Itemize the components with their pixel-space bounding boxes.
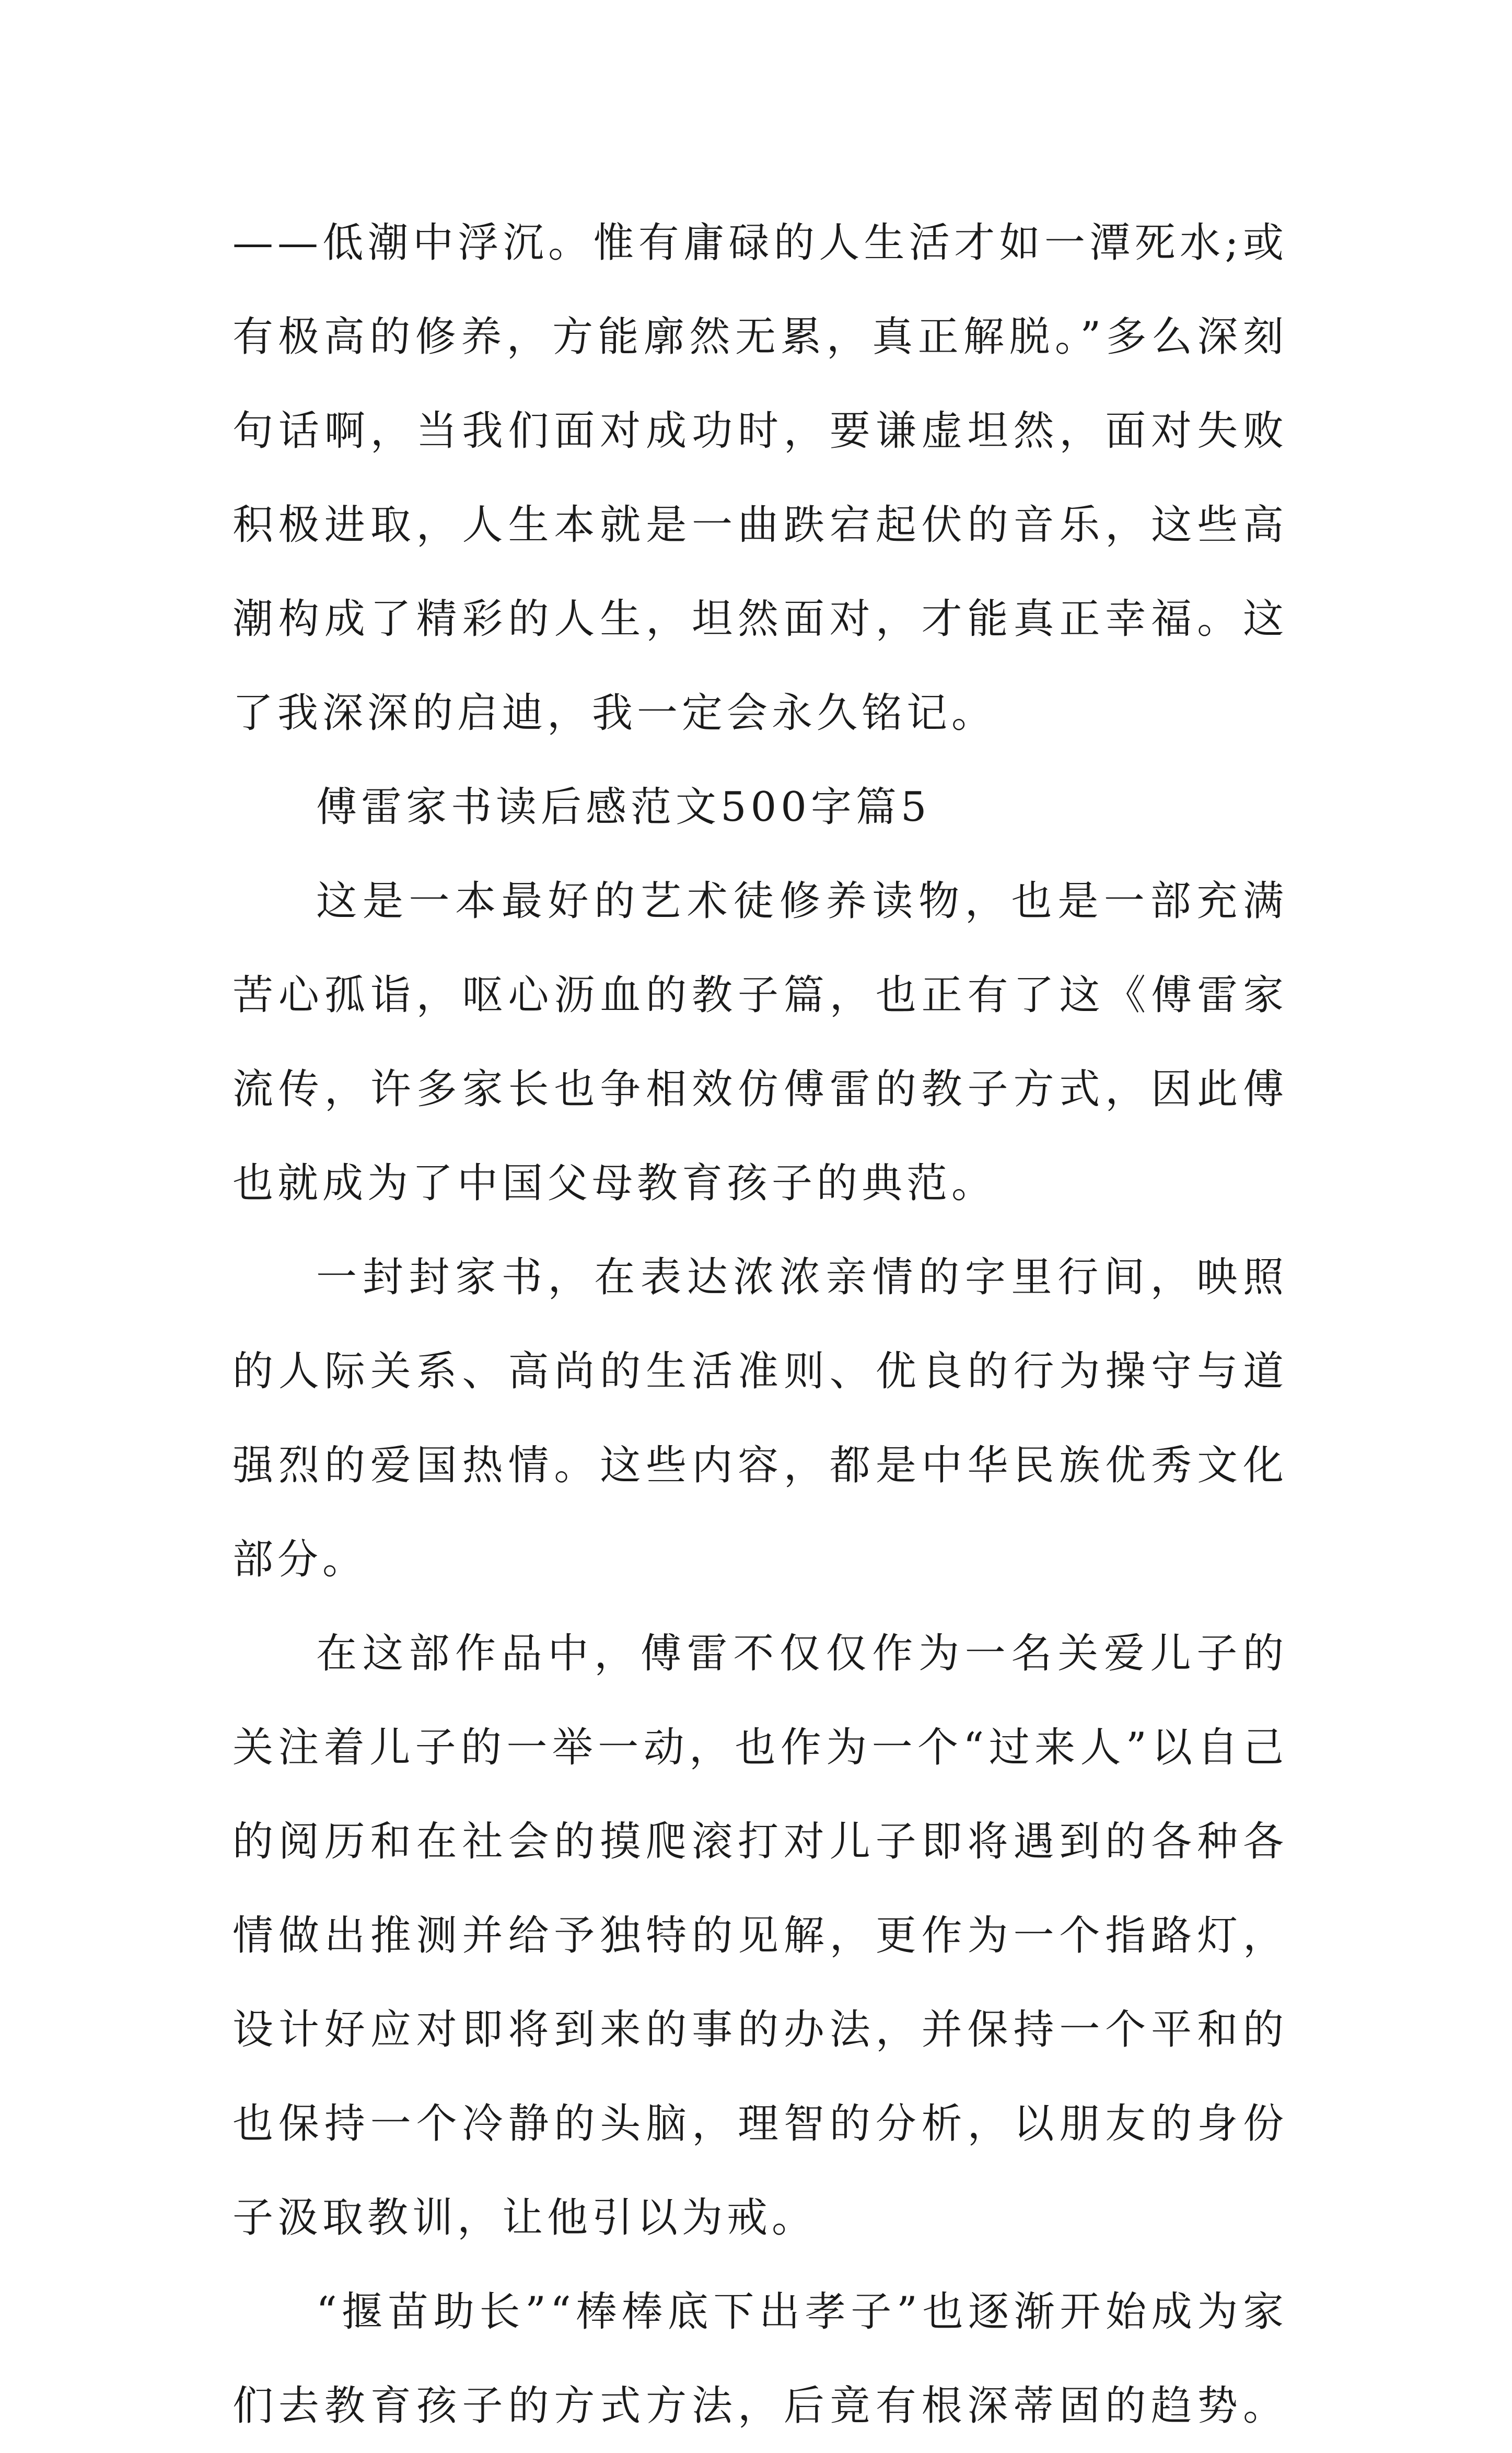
text-line: 关注着儿子的一举一动，也作为一个“过来人”以自己 [232, 1724, 1288, 1771]
text-line: 也保持一个冷静的头脑，理智的分析，以朋友的身份 [232, 2100, 1288, 2147]
text-line: 设计好应对即将到来的事的办法，并保持一个平和的 [232, 2006, 1288, 2053]
text-line: 了我深深的启迪，我一定会永久铭记。 [232, 690, 997, 737]
text-line: 子汲取教训，让他引以为戒。 [232, 2194, 817, 2241]
text-line: 这是一本最好的艺术徒修养读物，也是一部充满 [316, 878, 1288, 925]
text-line: 流传，许多家长也争相效仿傅雷的教子方式，因此傅 [232, 1066, 1288, 1113]
text-line: 积极进取，人生本就是一曲跌宕起伏的音乐，这些高 [232, 502, 1288, 549]
document-body [232, 196, 1288, 2453]
section-heading: 傅雷家书读后感范文500字篇5 [316, 784, 931, 831]
text-line: 苦心孤诣，呕心沥血的教子篇，也正有了这《傅雷家 [232, 972, 1288, 1019]
text-line: 强烈的爱国热情。这些内容，都是中华民族优秀文化 [232, 1442, 1288, 1489]
text-line: 潮构成了精彩的人生，坦然面对，才能真正幸福。这 [232, 596, 1288, 643]
text-line: 部分。 [232, 1536, 368, 1583]
text-line: 的人际关系、高尚的生活准则、优良的行为操守与道 [232, 1348, 1288, 1395]
text-line: 句话啊，当我们面对成功时，要谦虚坦然，面对失败 [232, 408, 1288, 455]
text-line: 们去教育孩子的方式方法，后竟有根深蒂固的趋势。 [232, 2382, 1288, 2429]
text-line: 的阅历和在社会的摸爬滚打对儿子即将遇到的各种各 [232, 1818, 1288, 1865]
text-line: ——低潮中浮沉。惟有庸碌的人生活才如一潭死水;或 [232, 219, 1288, 266]
text-line: 一封封家书，在表达浓浓亲情的字里行间，映照 [316, 1254, 1288, 1301]
text-line: 情做出推测并给予独特的见解，更作为一个指路灯， [232, 1912, 1288, 1959]
text-line: “揠苗助长”“棒棒底下出孝子”也逐渐开始成为家 [316, 2288, 1288, 2335]
text-line: 有极高的修养，方能廓然无累，真正解脱。”多么深刻 [232, 313, 1288, 361]
text-line: 在这部作品中，傅雷不仅仅作为一名关爱儿子的 [316, 1630, 1288, 1677]
text-line: 也就成为了中国父母教育孩子的典范。 [232, 1160, 997, 1207]
